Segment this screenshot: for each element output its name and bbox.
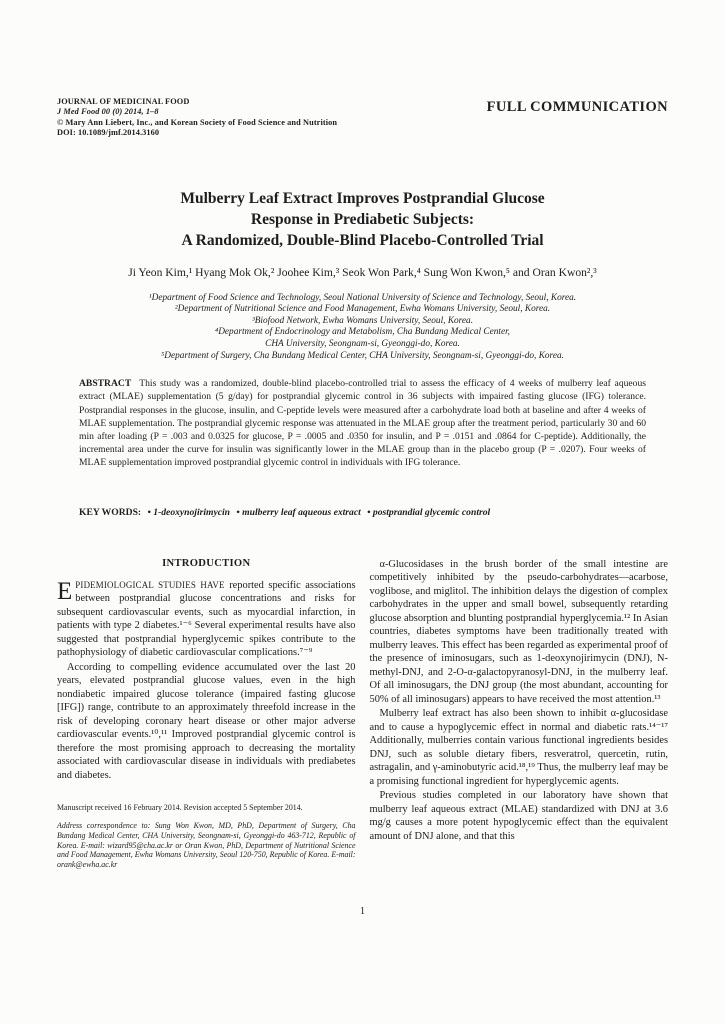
journal-copyright: © Mary Ann Liebert, Inc., and Korean Society of Food Science and Nutrition: [57, 117, 338, 127]
author-line: Ji Yeon Kim,¹ Hyang Mok Ok,² Joohee Kim,³ Seok Won Park,⁴ Sung Won Kwon,⁵ and Oran Kwon²,³: [128, 265, 597, 279]
introduction-heading: INTRODUCTION: [162, 557, 251, 569]
left-column: [57, 558, 356, 870]
article-type-label: FULL COMMUNICATION: [486, 99, 668, 115]
journal-doi: DOI: 10.1089/jmf.2014.3160: [57, 128, 160, 138]
journal-citation: J Med Food 00 (0) 2014, 1–8: [57, 107, 159, 117]
affiliation-4b: CHA University, Seongnam-si, Gyeonggi-do, Korea.: [265, 339, 460, 349]
affiliations: [57, 293, 668, 363]
footnotes: [57, 803, 356, 870]
journal-meta: [57, 97, 337, 139]
affiliation-1: ¹Department of Food Science and Technology, Seoul National University of Science and Technology, Seoul, Korea.: [148, 292, 577, 303]
keyword-2: • mulberry leaf aqueous extract: [236, 506, 361, 518]
right-paragraph-1: α-Glucosidases in the brush border of the small intestine are competitively inhibited by the pseudo-carbohydrates—acarbose, voglibose, and miglitol. The inhibition delays the digestion of complex carbohydrates in the upper and small bowel, subsequently retarding glucose absorption and blunting postprandial hyperglycemia.¹² In Asian countries, diabetes symptoms have been traditionally treated with mulberry leaves. This effect has been regarded as experimental proof of the presence of iminosugars, such as 1-deoxynojirimycin (DNJ), N-methyl-DNJ, and 2-O-α-galactopyranosyl-DNJ, in the mulberry leaf. Of all iminosugars, the DNJ group (the most abundant, accounting for 50% of all iminosugars) appears to have received the most attention.¹³: [369, 558, 668, 705]
right-paragraph-2: Mulberry leaf extract has also been shown to inhibit α-glucosidase and to cause a hypoglycemic effect in normal and diabetic rats.¹⁴⁻¹⁷ Additionally, mulberries contain various functional ingredients besides DNJ, such as soluble dietary fibers, resveratrol, quercetin, rutin, astragalin, and γ-aminobutyric acid.¹⁸,¹⁹ Thus, the mulberry leaf may be a promising functional ingredient for hyperglycemic agents.: [369, 708, 668, 787]
affiliation-3: ³Biofood Network, Ewha Womans University, Seoul, Korea.: [251, 315, 474, 326]
intro-paragraph-2: According to compelling evidence accumulated over the last 20 years, elevated postprandial glucose values, even in the high nondiabetic impaired glucose tolerance (impaired fasting glucose [IFG]) range, contribute to an approximately threefold increase in the risk of developing coronary heart disease or other major adverse cardiovascular events.¹⁰,¹¹ Improved postprandial glycemic control is therefore the most promising approach to decreasing the mortality associated with cardiovascular disease in individuals with prediabetes and diabetes.: [57, 661, 356, 781]
abstract: [79, 377, 646, 469]
intro-paragraph-1: [57, 579, 356, 660]
affiliation-5: ⁵Department of Surgery, Cha Bundang Medical Center, CHA University, Seongnam-si, Gyeonggi-do, Korea.: [161, 350, 564, 361]
article-title: [57, 188, 668, 251]
intro-paragraph-1-text: reported specific associations between postprandial glucose concentrations and risks for subsequent cardiovascular events, such as myocardial infarction, in patients with type 2 diabetes.¹⁻⁶ Several experimental results have also suggested that postprandial hyperglycemic spikes contribute to the pathophysiology of diabetic cardiovascular complications.⁷⁻⁹: [57, 579, 356, 659]
title-line-2: Response in Prediabetic Subjects:: [250, 210, 475, 228]
keyword-3: • postprandial glycemic control: [367, 506, 491, 518]
abstract-label: ABSTRACT: [79, 378, 132, 390]
abstract-text: This study was a randomized, double-blind placebo-controlled trial to assess the efficacy of 4 weeks of mulberry leaf aqueous extract (MLAE) supplementation (5 g/day) for postprandial glycemic control in 36 subjects with impaired fasting glucose (IFG) tolerance. Postprandial responses in the glucose, insulin, and C-peptide levels were measured after a carbohydrate load both at baseline and after 4 weeks of MLAE supplementation. The postprandial glycemic response was attenuated in the MLAE group after the treatment period, particularly 30 and 60 min after loading (P = .003 and 0.0325 for glucose, P = .0005 and .0350 for insulin, and P = .0151 and .0864 for C-peptide). Additionally, the incremental area under the curve for insulin was significantly lower in the MLAE group than in the placebo group (P = .0207). Four weeks of MLAE supplementation improved postprandial glycemic control in individuals with IFG tolerance.: [79, 378, 646, 469]
keywords-line: [79, 507, 646, 518]
correspondence-note: Address correspondence to: Sung Won Kwon, MD, PhD, Department of Surgery, Cha Bundang Medical Center, CHA University, Seongnam-si, Gyeonggi-do 463-712, Republic of Korea. E-mail: wizard95@cha.ac.kr or Oran Kwon, PhD, Department of Nutritional Science and Food Management, Ewha Womans University, Seoul 120-750, Republic of Korea. E-mail: orank@ewha.ac.kr: [57, 820, 356, 870]
title-line-3: A Randomized, Double-Blind Placebo-Controlled Trial: [181, 231, 544, 249]
right-paragraph-3: Previous studies completed in our laboratory have shown that mulberry leaf aqueous extract (MLAE) standardized with DNJ at 3.6 mg/g causes a more potent hypoglycemic effect than the equivalent amount of DNJ alone, and that this: [369, 790, 668, 842]
affiliation-4a: ⁴Department of Endocrinology and Metabolism, Cha Bundang Medical Center,: [214, 327, 510, 338]
page-number: 1: [360, 906, 365, 917]
masthead: [57, 97, 668, 139]
manuscript-dates: Manuscript received 16 February 2014. Revision accepted 5 September 2014.: [57, 803, 303, 813]
body-columns: [57, 558, 668, 870]
title-line-1: Mulberry Leaf Extract Improves Postprandial Glucose: [180, 189, 545, 207]
journal-name: JOURNAL OF MEDICINAL FOOD: [57, 97, 190, 106]
keywords-label: KEY WORDS:: [79, 506, 142, 518]
dropcap-letter: E: [57, 577, 73, 605]
intro-smallcaps: PIDEMIOLOGICAL STUDIES HAVE: [75, 579, 225, 590]
right-column: [370, 558, 669, 870]
affiliation-2: ²Department of Nutritional Science and Food Management, Ewha Womans University, Seoul, Korea.: [174, 304, 551, 315]
keyword-1: • 1-deoxynojirimycin: [147, 506, 231, 518]
